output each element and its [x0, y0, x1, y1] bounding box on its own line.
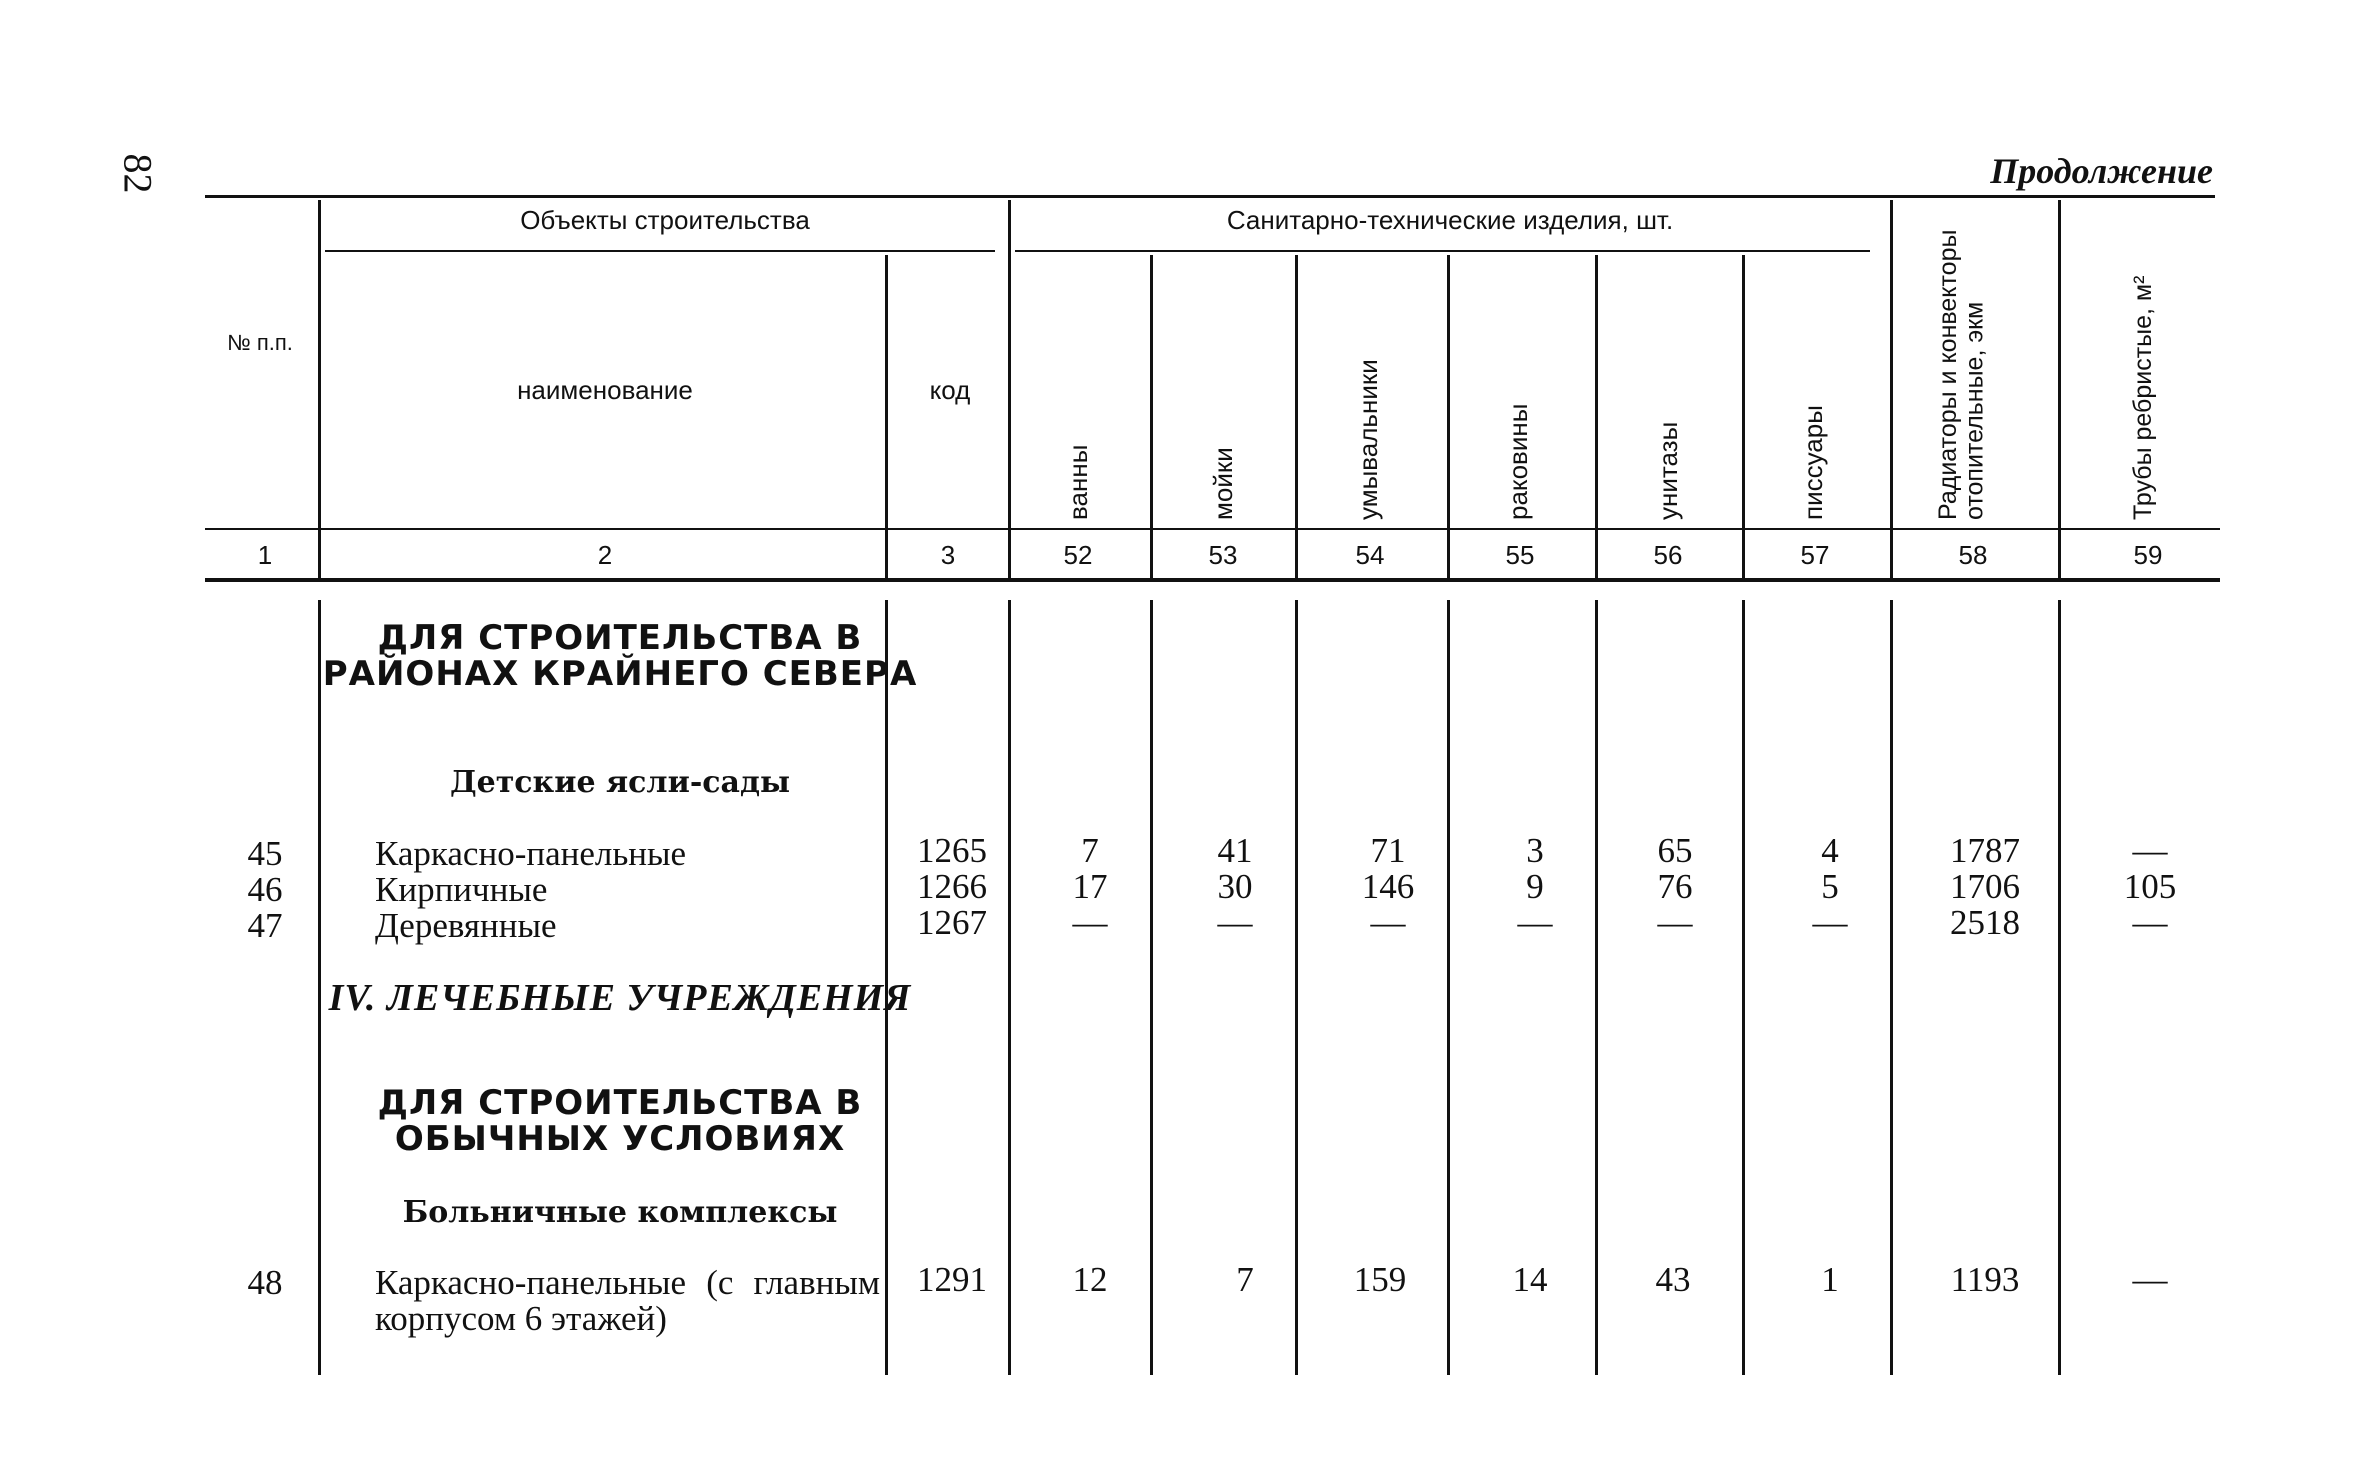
- vline-8: [1742, 255, 1745, 580]
- header-toilets: унитазы: [1653, 421, 1683, 520]
- row-46-radiators: 1706: [1950, 867, 2020, 906]
- colnum-52: 52: [1063, 540, 1093, 570]
- row-47-name: Деревянные: [375, 906, 557, 945]
- row-47-toilets: —: [1657, 903, 1693, 942]
- vline-3: [1008, 200, 1011, 580]
- vline-10: [2058, 200, 2061, 580]
- row-47-no: 47: [247, 906, 283, 945]
- section-medical: IV. ЛЕЧЕБНЫЕ УЧРЕЖДЕНИЯ: [328, 977, 912, 1019]
- row-45-washbasins: 71: [1370, 831, 1406, 870]
- row-46-sinks: 30: [1217, 867, 1253, 906]
- vline-6: [1447, 255, 1450, 580]
- row-45-toilets: 65: [1657, 831, 1693, 870]
- colnum-57: 57: [1800, 540, 1830, 570]
- row-48-name: Каркасно-панельные (с главным корпусом 6 этажей): [375, 1263, 880, 1338]
- row-46-name: Кирпичные: [375, 870, 548, 909]
- section-north: ДЛЯ СТРОИТЕЛЬСТВА В РАЙОНАХ КРАЙНЕГО СЕВЕРА: [322, 618, 918, 694]
- row-45-name: Каркасно-панельные: [375, 834, 687, 873]
- header-baths: ванны: [1063, 444, 1093, 520]
- sanitary-group-rule: [1015, 250, 1870, 252]
- numbers-rule: [205, 578, 2220, 582]
- row-45-code: 1265: [917, 831, 987, 870]
- row-45-urinals: 4: [1821, 831, 1839, 870]
- vline-7: [1595, 255, 1598, 580]
- subsection-hospitals: Больничные комплексы: [402, 1195, 838, 1230]
- row-47-radiators: 2518: [1950, 903, 2020, 942]
- header-rule: [205, 528, 2220, 530]
- vline-5b: [1295, 600, 1298, 1375]
- row-47-code: 1267: [917, 903, 987, 942]
- colnum-55: 55: [1505, 540, 1535, 570]
- row-47-shells: —: [1517, 903, 1553, 942]
- colnum-1: 1: [257, 540, 273, 570]
- row-45-sinks: 41: [1217, 831, 1253, 870]
- header-number: № п.п.: [227, 330, 293, 355]
- row-46-shells: 9: [1526, 867, 1544, 906]
- subsection-kindergartens: Детские ясли-сады: [449, 765, 791, 800]
- vline-2: [885, 255, 888, 580]
- header-objects-group: Объекты строительства: [520, 205, 810, 235]
- row-47-washbasins: —: [1370, 903, 1406, 942]
- colnum-53: 53: [1208, 540, 1238, 570]
- vline-5: [1295, 255, 1298, 580]
- header-sanitary-group: Санитарно-технические изделия, шт.: [1226, 205, 1674, 235]
- row-48-toilets: 43: [1655, 1260, 1691, 1299]
- header-sinks: мойки: [1208, 447, 1238, 520]
- colnum-3: 3: [940, 540, 956, 570]
- row-48-no: 48: [247, 1263, 283, 1302]
- row-47-pipes: —: [2132, 903, 2168, 942]
- objects-group-rule: [325, 250, 995, 252]
- row-45-baths: 7: [1081, 831, 1099, 870]
- row-45-pipes: —: [2132, 831, 2168, 870]
- header-shells: раковины: [1503, 403, 1533, 520]
- vline-6b: [1447, 600, 1450, 1375]
- row-45-radiators: 1787: [1950, 831, 2020, 870]
- colnum-2: 2: [597, 540, 613, 570]
- vline-4b: [1150, 600, 1153, 1375]
- row-46-urinals: 5: [1821, 867, 1839, 906]
- colnum-54: 54: [1355, 540, 1385, 570]
- vline-9: [1890, 200, 1893, 580]
- row-48-pipes: —: [2132, 1260, 2168, 1299]
- section-normal: ДЛЯ СТРОИТЕЛЬСТВА В ОБЫЧНЫХ УСЛОВИЯХ: [377, 1083, 863, 1159]
- vline-10b: [2058, 600, 2061, 1375]
- header-urinals: писсуары: [1798, 405, 1828, 520]
- table-top-rule: [205, 195, 2215, 198]
- header-name: наименование: [517, 375, 693, 405]
- header-washbasins: умывальники: [1353, 359, 1383, 520]
- header-radiators: Радиаторы и конвекторы отопительные, экм: [1934, 229, 1989, 520]
- row-47-sinks: —: [1217, 903, 1253, 942]
- row-46-code: 1266: [917, 867, 987, 906]
- page-number: 82: [115, 153, 161, 194]
- continuation-label: Продолжение: [1990, 151, 2213, 191]
- row-46-no: 46: [247, 870, 283, 909]
- colnum-58: 58: [1958, 540, 1988, 570]
- row-46-toilets: 76: [1657, 867, 1693, 906]
- row-48-shells: 14: [1512, 1260, 1548, 1299]
- vline-8b: [1742, 600, 1745, 1375]
- header-code: код: [929, 375, 971, 405]
- colnum-56: 56: [1653, 540, 1683, 570]
- row-48-radiators: 1193: [1950, 1260, 2020, 1299]
- vline-7b: [1595, 600, 1598, 1375]
- vline-3b: [1008, 600, 1011, 1375]
- vline-1: [318, 200, 321, 580]
- row-48-sinks: 7: [1236, 1260, 1254, 1299]
- row-45-no: 45: [247, 834, 283, 873]
- colnum-59: 59: [2133, 540, 2163, 570]
- row-46-pipes: 105: [2123, 867, 2177, 906]
- row-48-urinals: 1: [1821, 1260, 1839, 1299]
- row-46-baths: 17: [1072, 867, 1108, 906]
- row-46-washbasins: 146: [1361, 867, 1415, 906]
- row-48-code: 1291: [917, 1260, 987, 1299]
- row-48-baths: 12: [1072, 1260, 1108, 1299]
- row-47-urinals: —: [1812, 903, 1848, 942]
- header-pipes: Трубы ребристые, м²: [2129, 275, 2157, 520]
- row-48-washbasins: 159: [1353, 1260, 1407, 1299]
- row-47-baths: —: [1072, 903, 1108, 942]
- vline-9b: [1890, 600, 1893, 1375]
- vline-4: [1150, 255, 1153, 580]
- row-45-shells: 3: [1526, 831, 1544, 870]
